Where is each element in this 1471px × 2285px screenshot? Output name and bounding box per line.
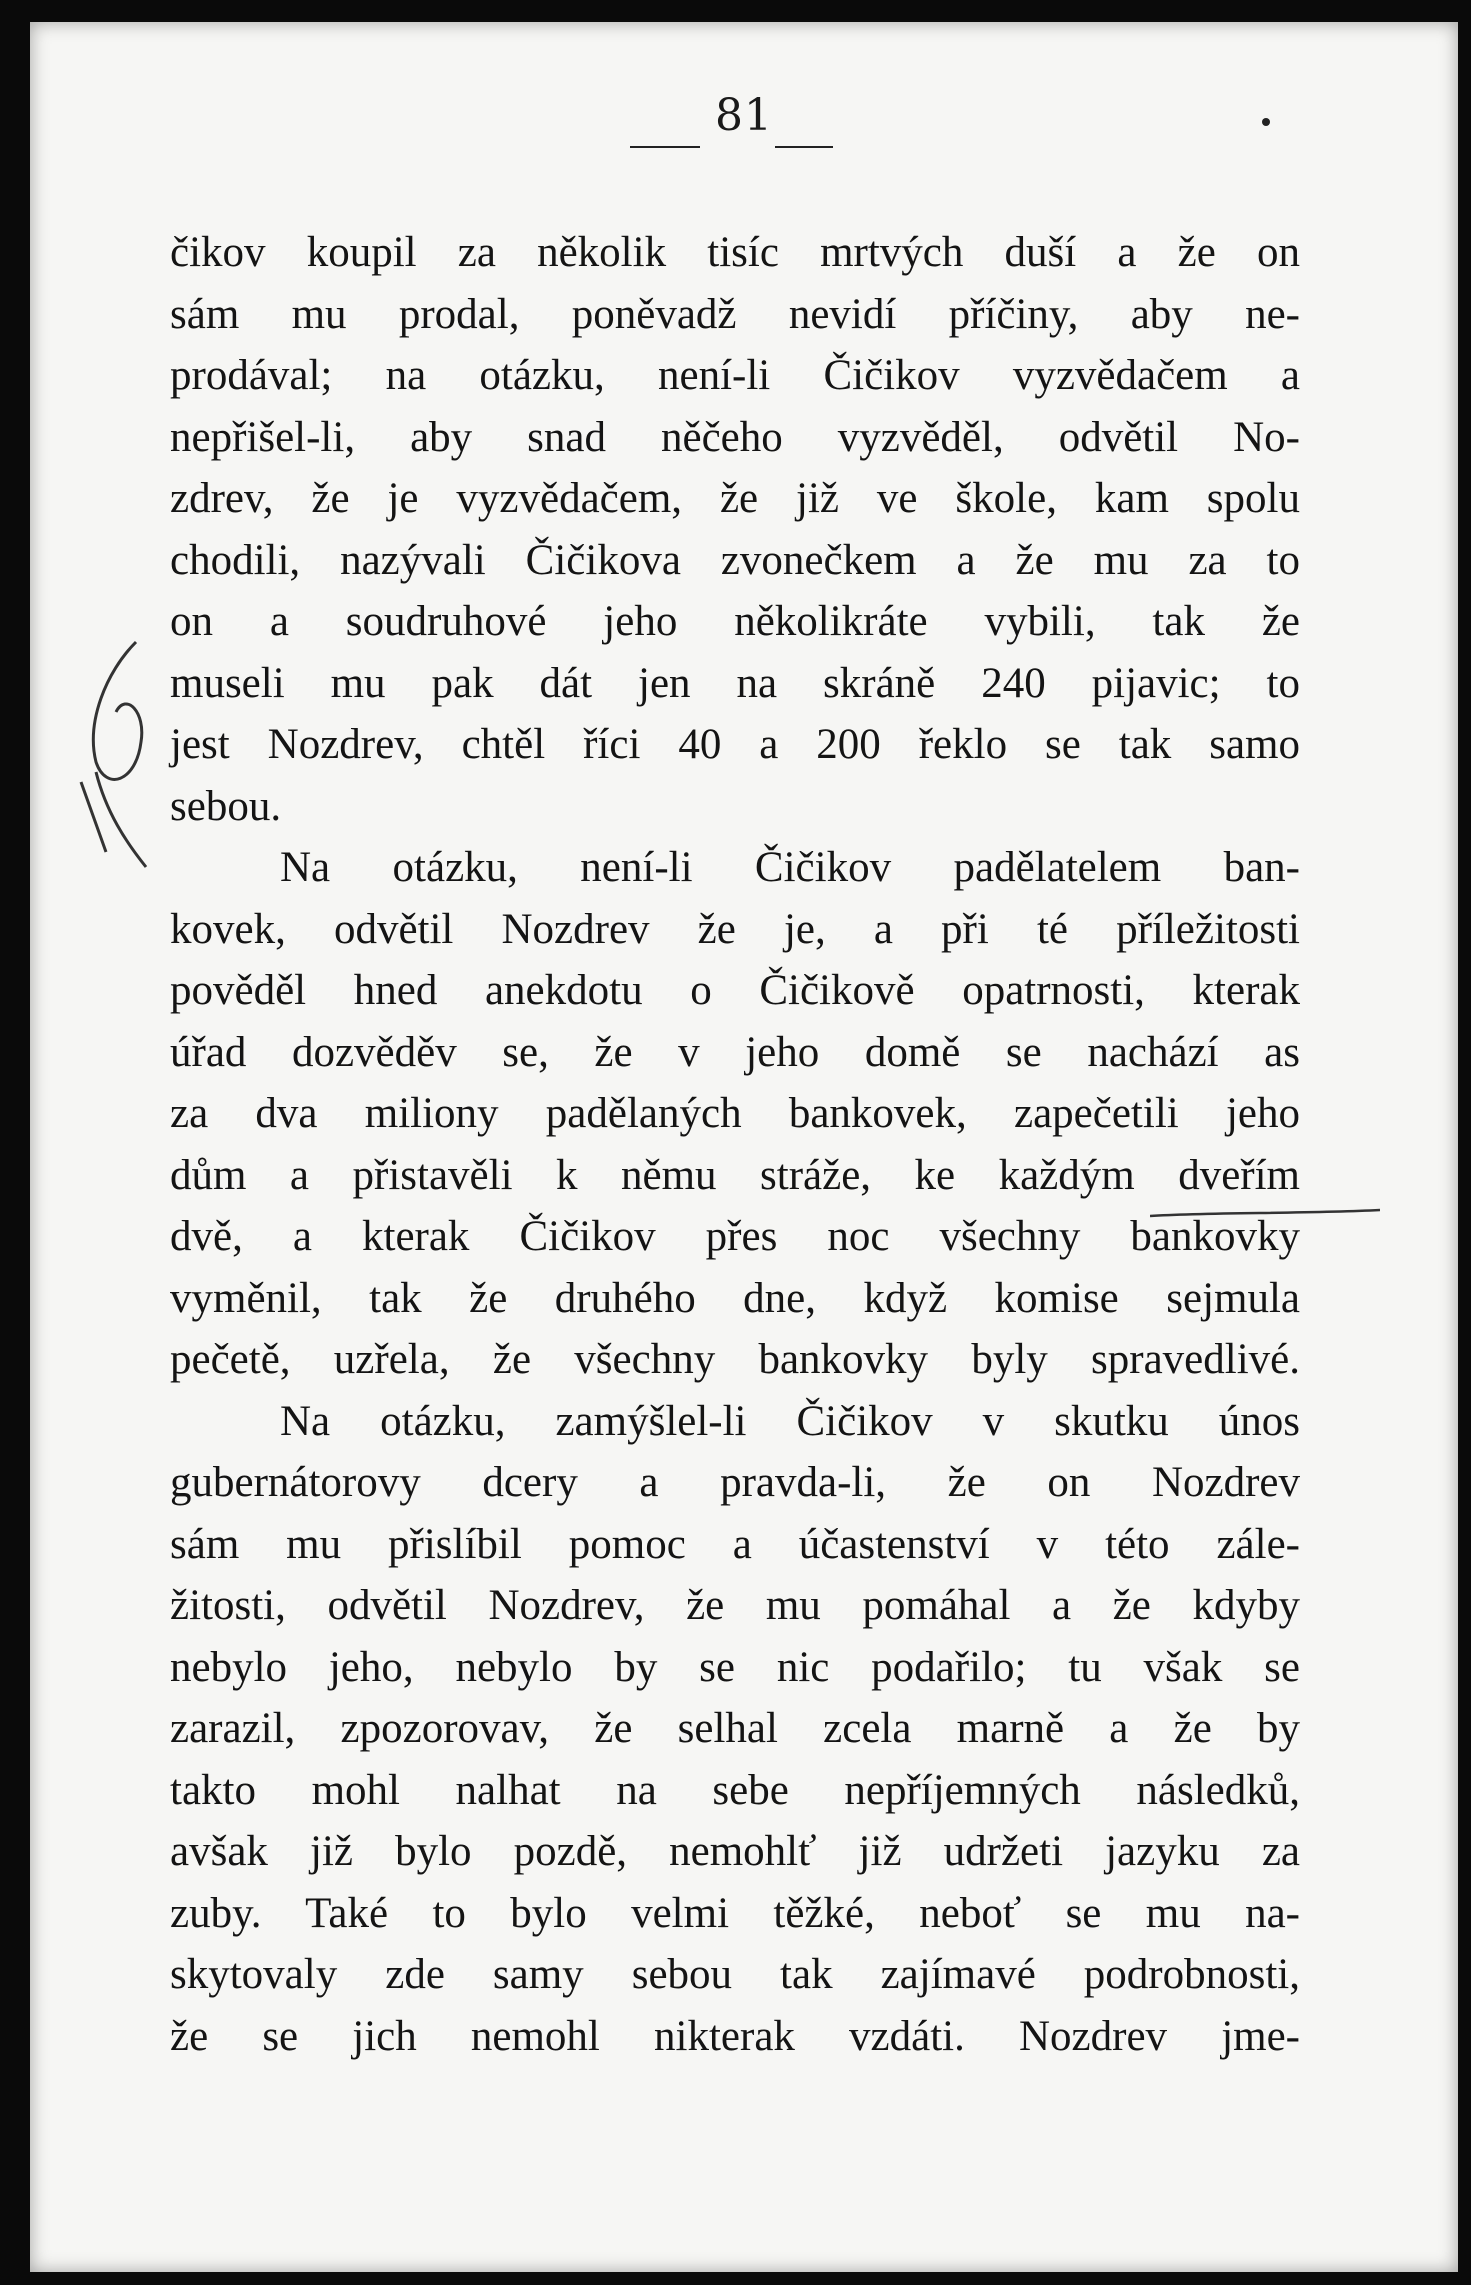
text-line: pověděl hned anekdotu o Čičikově opatrnosti, kterak <box>170 967 1300 1014</box>
text-line: vyměnil, tak že druhého dne, když komise sejmula <box>170 1274 1300 1322</box>
text-line: úřad dozvěděv se, že v jeho domě se nachází as <box>170 1028 1300 1076</box>
text-line: za dva miliony padělaných bankovek, zapečetili jeho <box>170 1090 1300 1137</box>
text-line: nepřišel-li, aby snad něčeho vyzvěděl, odvětil No- <box>170 413 1300 461</box>
text-line: pečetě, uzřela, že všechny bankovky byly spravedlivé. <box>170 1336 1300 1383</box>
text-line: sám mu prodal, poněvadž nevidí příčiny, aby ne- <box>170 290 1300 338</box>
text-line: žitosti, odvětil Nozdrev, že mu pomáhal a že kdyby <box>170 1582 1300 1629</box>
text-line: on a soudruhové jeho několikráte vybili, tak že <box>170 598 1300 645</box>
book-page <box>30 22 1458 2272</box>
text-line: avšak již bylo pozdě, nemohlť již udržeti jazyku za <box>170 1828 1300 1875</box>
text-line: Na otázku, zamýšlel-li Čičikov v skutku únos <box>280 1397 1300 1445</box>
speck-mark <box>1262 118 1270 126</box>
text-line: Na otázku, není-li Čičikov padělatelem ban- <box>280 844 1300 891</box>
page-number-rule-right <box>775 146 833 148</box>
text-line: takto mohl nalhat na sebe nepříjemných následků, <box>170 1766 1300 1814</box>
page-number: 81 <box>715 90 773 141</box>
text-line: nebylo jeho, nebylo by se nic podařilo; tu však se <box>170 1643 1300 1691</box>
text-line: museli mu pak dát jen na skráně 240 pijavic; to <box>170 659 1300 707</box>
text-line: sebou. <box>170 782 282 830</box>
handwritten-margin-mark <box>66 632 176 872</box>
body-text <box>170 222 1300 2067</box>
text-line: prodával; na otázku, není-li Čičikov vyzvědačem a <box>170 352 1300 399</box>
paragraph <box>170 222 1300 837</box>
text-line: dům a přistavěli k němu stráže, ke každým dveřím <box>170 1151 1300 1199</box>
text-line: dvě, a kterak Čičikov přes noc všechny bankovky <box>170 1213 1300 1260</box>
text-line: zdrev, že je vyzvědačem, že již ve škole, kam spolu <box>170 475 1300 522</box>
paragraph <box>170 837 1300 1391</box>
text-line: že se jich nemohl nikterak vzdáti. Nozdrev jme- <box>170 2012 1300 2060</box>
text-line: zarazil, zpozorovav, že selhal zcela marně a že by <box>170 1705 1300 1752</box>
text-line: chodili, nazývali Čičikova zvonečkem a že mu za to <box>170 536 1300 584</box>
page-number-rule-left <box>630 146 700 148</box>
text-line: čikov koupil za několik tisíc mrtvých duší a že on <box>170 229 1300 276</box>
text-line: kovek, odvětil Nozdrev že je, a při té příležitosti <box>170 905 1300 953</box>
text-line: sám mu přislíbil pomoc a účastenství v této zále- <box>170 1520 1300 1568</box>
text-line: jest Nozdrev, chtěl říci 40 a 200 řeklo se tak samo <box>170 721 1300 768</box>
text-line: gubernátorovy dcery a pravda-li, že on Nozdrev <box>170 1459 1300 1506</box>
text-line: zuby. Také to bylo velmi těžké, neboť se mu na- <box>170 1889 1300 1937</box>
paragraph <box>170 1391 1300 2068</box>
text-line: skytovaly zde samy sebou tak zajímavé podrobnosti, <box>170 1951 1300 1998</box>
